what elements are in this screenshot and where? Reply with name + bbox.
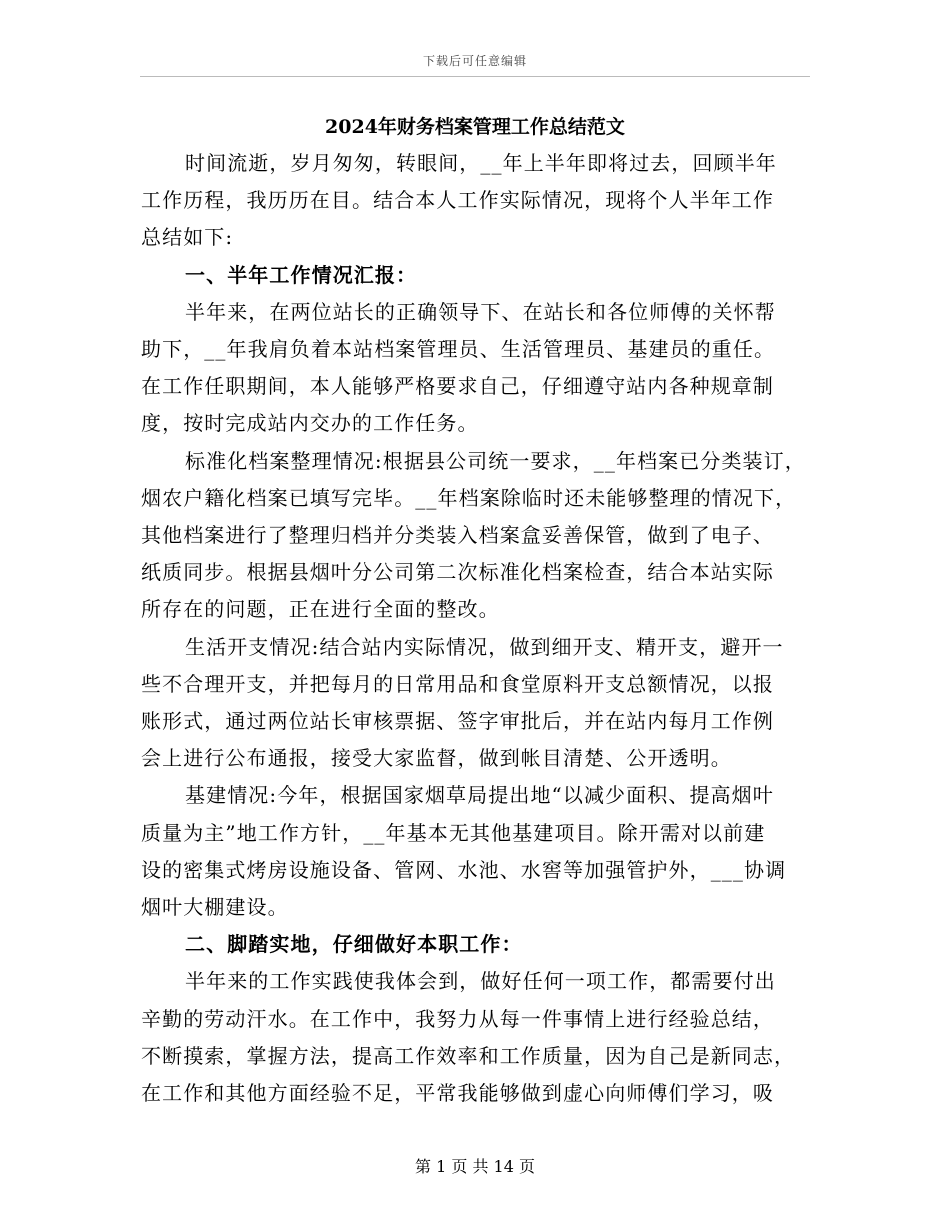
paragraph-line: 会上进行公布通报，接受大家监督，做到帐目清楚、公开透明。 [141,746,732,770]
paragraph-line: 半年来，在两位站长的正确领导下、在站长和各位师傅的关怀帮 [185,300,776,324]
paragraph-line: 时间流逝，岁月匆匆，转眼间，__年上半年即将过去，回顾半年 [185,151,777,175]
paragraph-line: 生活开支情况:结合站内实际情况，做到细开支、精开支，避开一 [185,635,784,659]
document-title: 2024年财务档案管理工作总结范文 [325,116,625,138]
page-number: 第 1 页 共 14 页 [415,1157,535,1176]
paragraph-line: 助下，__年我肩负着本站档案管理员、生活管理员、基建员的重任。 [141,337,776,361]
paragraph-line: 些不合理开支，并把每月的日常用品和食堂原料开支总额情况，以报 [141,672,774,696]
header-divider [140,76,810,77]
paragraph-line: 质量为主”地工作方针，__年基本无其他基建项目。除开需对以前建 [141,821,766,845]
paragraph-line: 度，按时完成站内交办的工作任务。 [141,411,479,435]
paragraph-line: 烟农户籍化档案已填写完毕。__年档案除临时还未能够整理的情况下， [141,486,797,510]
paragraph-line: 在工作任职期间，本人能够严格要求自己，仔细遵守站内各种规章制 [141,374,774,398]
header-note: 下载后可任意编辑 [422,54,527,68]
section-heading: 二、脚踏实地，仔细做好本职工作： [185,932,523,956]
paragraph-line: 基建情况:今年，根据国家烟草局提出地“以减少面积、提高烟叶 [185,783,774,807]
section-heading: 一、半年工作情况汇报： [185,263,418,287]
paragraph-line: 工作历程，我历历在目。结合本人工作实际情况，现将个人半年工作 [141,188,774,212]
paragraph-line: 半年来的工作实践使我体会到，做好任何一项工作，都需要付出 [185,969,776,993]
paragraph-line: 标准化档案整理情况:根据县公司统一要求，__年档案已分类装订， [185,449,806,473]
paragraph-line: 其他档案进行了整理归档并分类装入档案盒妥善保管，做到了电子、 [141,523,774,547]
paragraph-line: 纸质同步。根据县烟叶分公司第二次标准化档案检查，结合本站实际 [141,560,774,584]
paragraph-line: 烟叶大棚建设。 [141,895,289,919]
paragraph-line: 账形式，通过两位站长审核票据、签字审批后，并在站内每月工作例 [141,709,774,733]
paragraph-line: 不断摸索，掌握方法，提高工作效率和工作质量，因为自己是新同志， [141,1044,796,1068]
paragraph-line: 辛勤的劳动汗水。在工作中，我努力从每一件事情上进行经验总结， [141,1007,774,1031]
paragraph-line: 设的密集式烤房设施设备、管网、水池、水窖等加强管护外，___协调 [141,858,787,882]
paragraph-line: 总结如下: [141,225,234,249]
paragraph-line: 在工作和其他方面经验不足，平常我能够做到虚心向师傅们学习，吸 [141,1081,774,1105]
paragraph-line: 所存在的问题，正在进行全面的整改。 [141,597,500,621]
